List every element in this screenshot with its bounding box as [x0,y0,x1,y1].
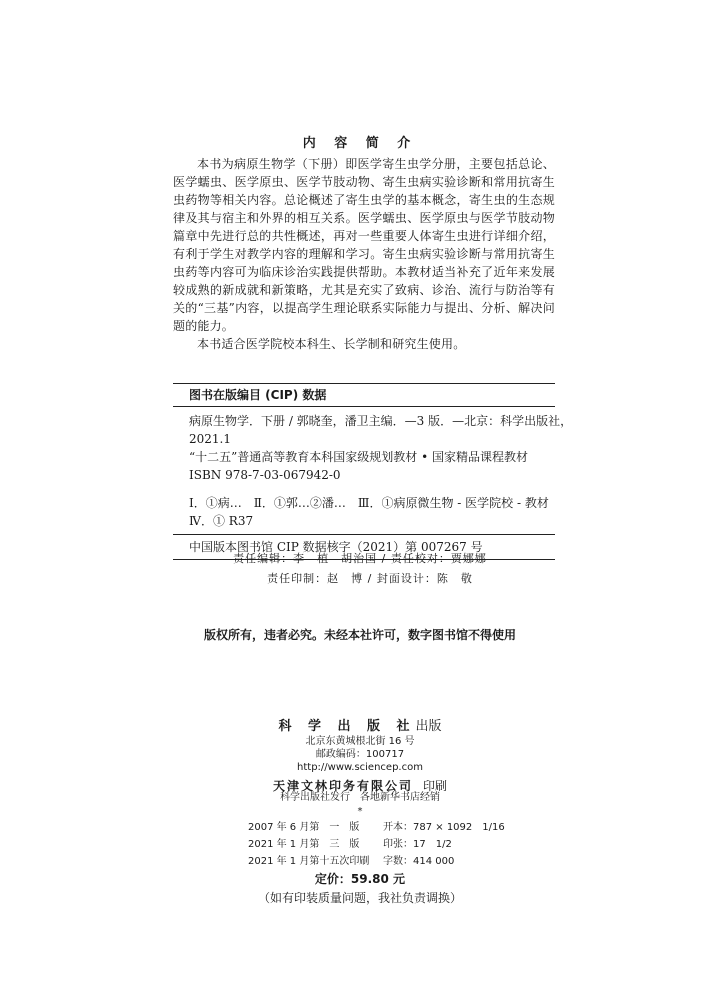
price: 定价：59.80 元 [314,872,406,886]
spec-row: 2021 年 1 月第十五次印刷 字数：414 000 [248,856,455,867]
editorial-staff: 责任编辑：李 植 胡治国 / 责任校对：贾娜娜 [233,552,487,565]
cip-heading: 图书在版编目 (CIP) 数据 [189,388,327,402]
publisher-postcode: 邮政编码：100717 [315,749,405,760]
cip-body [173,407,573,530]
printer-name: 天津文林印务有限公司 [272,779,413,793]
production-staff: 责任印制：赵 博 / 封面设计：陈 敬 [267,572,473,585]
cip-line: ISBN 978-7-03-067942-0 [189,468,341,482]
cip-line: “十二五”普通高等教育本科国家级规划教材 • 国家精品课程教材 [189,450,528,464]
printer-suffix: 印刷 [423,779,448,793]
intro-paragraph: 本书为病原生物学（下册）即医学寄生虫学分册，主要包括总论、医学蠕虫、医学原虫、医学节肢动物、寄生虫病实验诊断和常用抗寄生虫药物等相关内容。总论概述了寄生虫学的基本概念，寄生虫的生态规律及其与宿主和外界的相互关系。医学蠕虫、医学原虫与医学节肢动物篇章中先进行总的共性概述，再对一些重要人体寄生虫进行详细介绍，有利于学生对教学内容的理解和学习。寄生虫病实验诊断与常用抗寄生虫药等内容可为临床诊治实践提供帮助。本教材适当补充了近年来发展较成熟的新成就和新策略，尤其是充实了致病、诊治、流行与防治等有关的“三基”内容，以提高学生理论联系实际能力与提出、分析、解决问题的能力。 [173,157,555,333]
publisher-line [0,715,720,734]
edition-specs [248,819,508,870]
cip-block [173,383,573,560]
rights-notice: 版权所有，违者必究。未经本社许可，数字图书馆不得使用 [203,628,516,642]
quality-notice: （如有印装质量问题，我社负责调换） [257,891,462,905]
publisher-address: 北京东黄城根北街 16 号 [305,736,415,747]
cip-note: 中国版本图书馆 CIP 数据核字（2021）第 007267 号 [189,540,483,554]
publisher-url: http://www.sciencep.com [297,762,423,773]
intro-title: 内 容 简 介 [302,136,418,151]
cip-line: 病原生物学．下册 / 郭晓奎，潘卫主编．—3 版．—北京：科学出版社， [189,414,573,428]
cip-classification: Ⅰ．①病… Ⅱ．①郭…②潘… Ⅲ．①病原微生物 - 医学院校 - 教材 [189,496,549,510]
spec-row: 2021 年 1 月第 三 版 印张：17 1/2 [248,839,452,850]
cip-line: 2021.1 [189,432,231,446]
separator-star: * [357,806,363,817]
publisher-name: 科 学 出 版 社 [278,719,416,734]
cip-classification: Ⅳ．① R37 [189,514,254,528]
spec-row: 2007 年 6 月第 一 版 开本：787 × 1092 1/16 [248,822,505,833]
publisher-suffix: 出版 [415,719,442,734]
distribution-line: 科学出版社发行 各地新华书店经销 [280,792,440,803]
intro-text [173,155,555,353]
intro-paragraph: 本书适合医学院校本科生、长学制和研究生使用。 [197,337,466,351]
